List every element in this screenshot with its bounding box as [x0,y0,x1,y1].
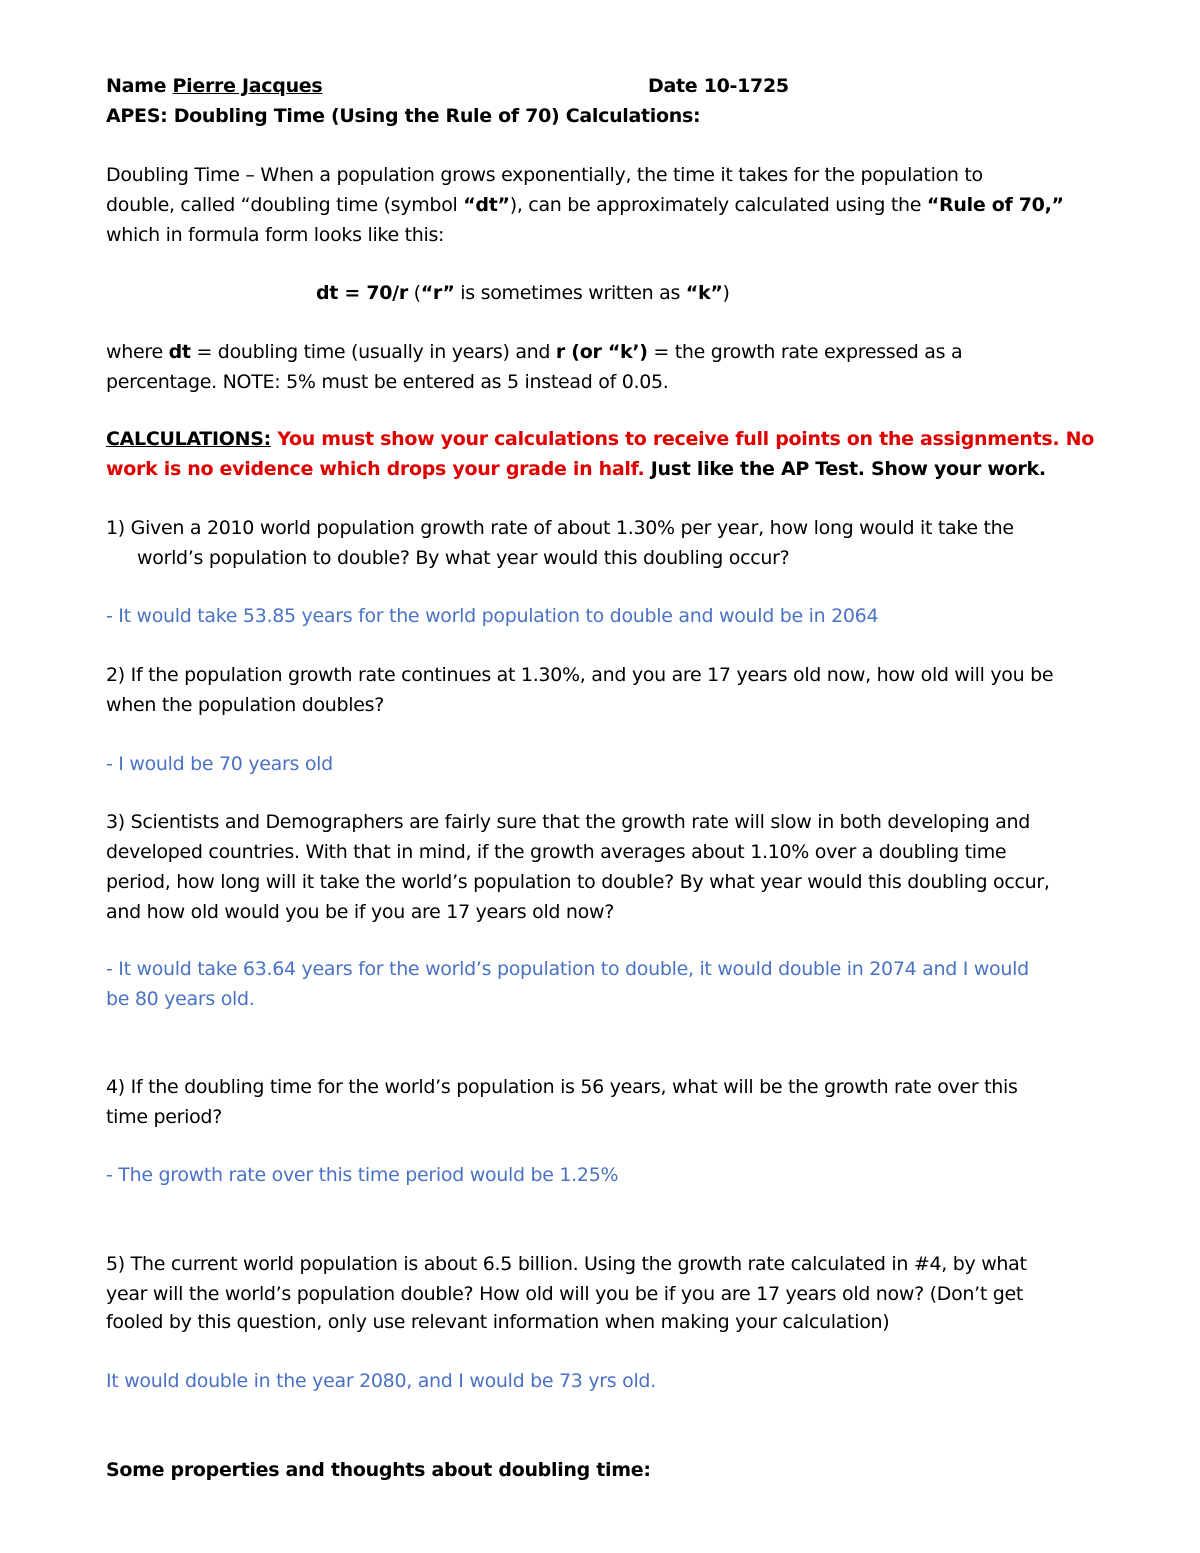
answer-3-line-2: be 80 years old. [106,988,255,1010]
answer-2: - I would be 70 years old [106,753,333,775]
r-symbol: “r” [420,282,455,304]
properties-heading: Some properties and thoughts about doubling time: [106,1459,651,1481]
definition-text: = the growth rate expressed as a [647,341,963,363]
formula-text: ) [722,282,730,304]
question-2-line-2: when the population doubles? [106,694,385,716]
question-5-line-2: year will the world’s population double? How old will you be if you are 17 years old now? (Don’t get [106,1283,1024,1305]
definition-text: where [106,341,169,363]
question-4-line-1: 4) If the doubling time for the world’s population is 56 years, what will be the growth rate over this [106,1076,1018,1098]
question-5-line-1: 5) The current world population is about 6.5 billion. Using the growth rate calculated in #4, by what [106,1253,1027,1275]
worksheet-title: APES: Doubling Time (Using the Rule of 70) Calculations: [106,105,701,127]
calculations-line-2 [106,457,1046,481]
question-1-line-1: 1) Given a 2010 world population growth rate of about 1.30% per year, how long would it take the [106,517,1014,539]
intro-line-2 [106,193,1064,217]
question-3-line-2: developed countries. With that in mind, if the growth averages about 1.10% over a doubling time [106,841,1007,863]
date-label: Date [648,75,698,97]
question-3-line-1: 3) Scientists and Demographers are fairly sure that the growth rate will slow in both developing and [106,811,1030,833]
date-line [648,74,789,98]
k-symbol: “k” [685,282,723,304]
question-4-line-2: time period? [106,1106,222,1128]
question-3-line-4: and how old would you be if you are 17 years old now? [106,901,615,923]
formula [316,281,730,305]
calculations-warning: You must show your calculations to receive full points on the assignments. No [270,428,1094,450]
question-1-line-2: world’s population to double? By what year would this doubling occur? [137,547,790,569]
answer-1: - It would take 53.85 years for the world population to double and would be in 2064 [106,605,879,627]
answer-3-line-1: - It would take 63.64 years for the world’s population to double, it would double in 2074 and I would [106,958,1029,980]
question-3-line-3: period, how long will it take the world’s population to double? By what year would this doubling occur, [106,871,1050,893]
date-value: 10-1725 [703,75,789,97]
definition-text: = doubling time (usually in years) and [190,341,556,363]
answer-5: It would double in the year 2080, and I would be 73 yrs old. [106,1370,656,1392]
r-term: r (or “k’) [555,341,648,363]
calculations-warning: work is no evidence which drops your grade in half. [106,458,645,480]
rule-of-70: “Rule of 70,” [926,194,1064,216]
formula-main: dt = 70/r [316,282,408,304]
intro-line-3: which in formula form looks like this: [106,224,445,246]
name-line [106,74,322,98]
definition-line-1 [106,340,962,364]
formula-text: ( [407,282,421,304]
calculations-heading: CALCULATIONS: [106,428,271,450]
dt-symbol: “dt” [463,194,510,216]
formula-text: is sometimes written as [454,282,686,304]
question-2-line-1: 2) If the population growth rate continues at 1.30%, and you are 17 years old now, how old will you be [106,664,1054,686]
calculations-line-1 [106,427,1094,451]
definition-line-2: percentage. NOTE: 5% must be entered as 5 instead of 0.05. [106,371,669,393]
dt-term: dt [168,341,191,363]
name-label: Name [106,75,167,97]
question-5-line-3: fooled by this question, only use relevant information when making your calculation) [106,1311,890,1333]
answer-4: - The growth rate over this time period would be 1.25% [106,1164,619,1186]
show-work-note: Just like the AP Test. Show your work. [644,458,1046,480]
intro-line-1: Doubling Time – When a population grows exponentially, the time it takes for the population to [106,164,983,186]
name-value: Pierre Jacques [172,75,323,97]
intro-text: double, called “doubling time (symbol [106,194,464,216]
intro-text: ), can be approximately calculated using the [509,194,927,216]
